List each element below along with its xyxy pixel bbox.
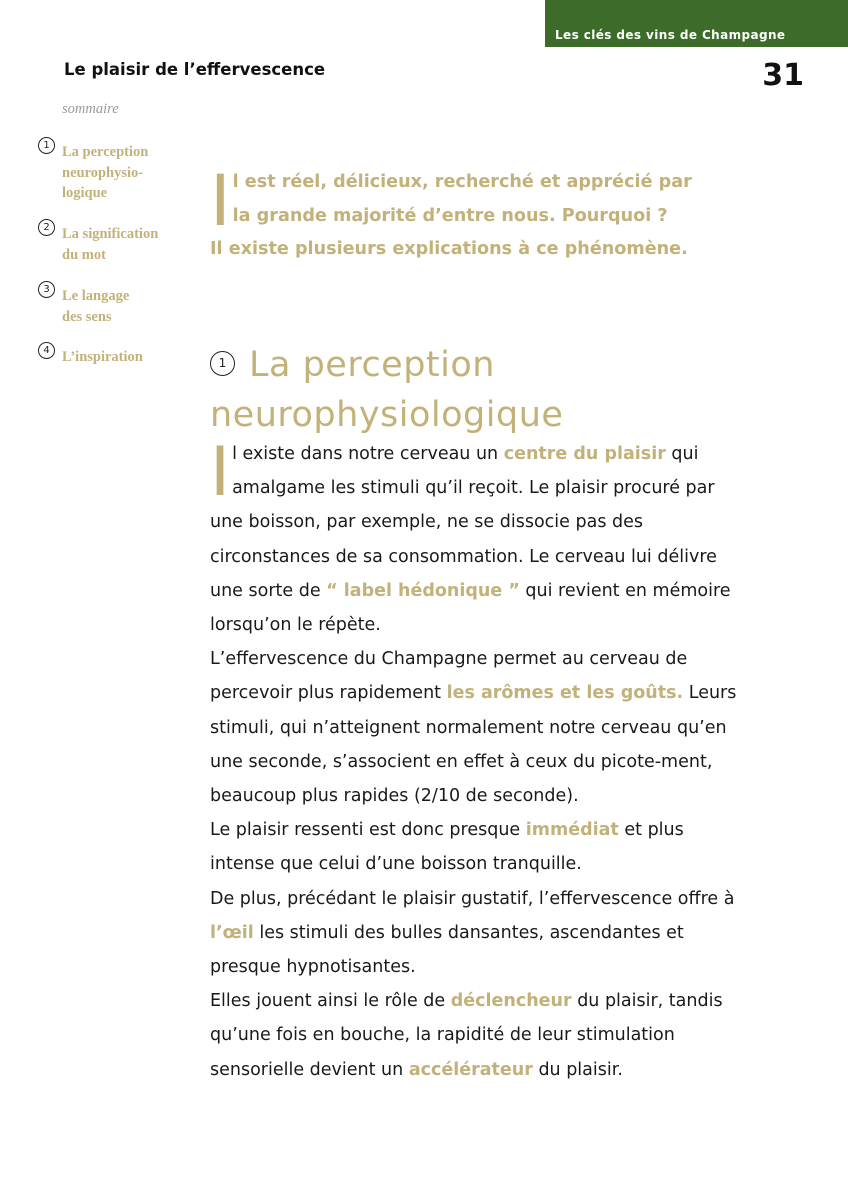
body-paragraph [210,813,750,881]
toc-number-badge: 4 [38,342,55,359]
body-text-run: et plus intense que celui d’une boisson tranquille. [210,820,684,875]
page-number: 31 [762,58,804,93]
intro-line: l est réel, délicieux, recherché et apprécié par [232,172,692,192]
intro-line: Il existe plusieurs explications à ce phénomène. [210,239,688,259]
body-paragraph [210,882,750,985]
body-text-run: L’effervescence du Champagne permet au cerveau de percevoir plus rapidement [210,649,688,704]
header-band [545,0,848,47]
highlight-term: centre du plaisir [503,444,666,464]
body-text [210,433,750,1087]
toc-number-badge: 3 [38,281,55,298]
toc-item-label[interactable]: La signification du mot [62,226,159,263]
body-text-run: Elles jouent ainsi le rôle de [210,991,451,1012]
intro-line: la grande majorité d’entre nous. Pourquoi ? [232,205,668,226]
intro-drop-cap: I [210,160,231,242]
highlight-term: immédiat [525,820,619,841]
body-text-run: les stimuli des bulles dansantes, ascendantes et presque hypnotisantes. [210,922,684,978]
body-text-run: De plus, précédant le plaisir gustatif, l’effervescence offre à [210,888,735,909]
body-paragraph [210,642,750,813]
highlight-term: l’œil [210,922,254,943]
body-text-run: l existe dans notre cerveau un [232,444,504,464]
toc-item-label[interactable]: L’inspiration [62,349,143,365]
body-text-run: qui revient en mémoire lorsqu’on le répète. [210,580,731,636]
toc-number-badge: 1 [38,137,55,154]
intro-paragraph [210,160,770,267]
band-title: Les clés des vins de Champagne [555,28,786,42]
body-paragraph [210,433,750,642]
body-text-run: Leurs stimuli, qui n’atteignent normalement notre cerveau qu’en une seconde, s’associent en effet à ceux du picote-ment, beaucoup plus rapides (2/10 de seconde). [210,683,737,807]
body-text-run: qui amalgame les stimuli qu’il reçoit. Le plaisir procuré par une boisson, par exemple, ne se dissocie pas des circonstances de sa consommation. Le cerveau lui délivre une sorte de [210,444,717,601]
section-heading [210,340,810,440]
highlight-term: les arômes et les goûts. [446,683,684,704]
toc-item-label[interactable]: La perception neurophysio- logique [62,144,149,201]
section-title-line: La perception [249,345,495,385]
body-text-run: du plaisir, tandis qu’une fois en bouche, la rapidité de leur stimulation sensorielle devient un [210,991,723,1080]
body-text-run: Le plaisir ressenti est donc presque [210,820,526,841]
highlight-term: “ label hédonique ” [326,580,520,601]
highlight-term: déclencheur [450,991,572,1012]
body-text-run: du plaisir. [532,1059,623,1080]
highlight-term: accélérateur [408,1059,533,1080]
body-paragraph [210,984,750,1087]
section-number-badge: 1 [210,351,235,376]
chapter-title: Le plaisir de l’effervescence [64,60,326,79]
section-title-line: neurophysiologique [210,395,564,435]
toc-heading: sommaire [62,101,119,117]
body-drop-cap: I [210,433,231,512]
toc-number-badge: 2 [38,219,55,236]
toc-item-label[interactable]: Le langage des sens [62,288,130,325]
